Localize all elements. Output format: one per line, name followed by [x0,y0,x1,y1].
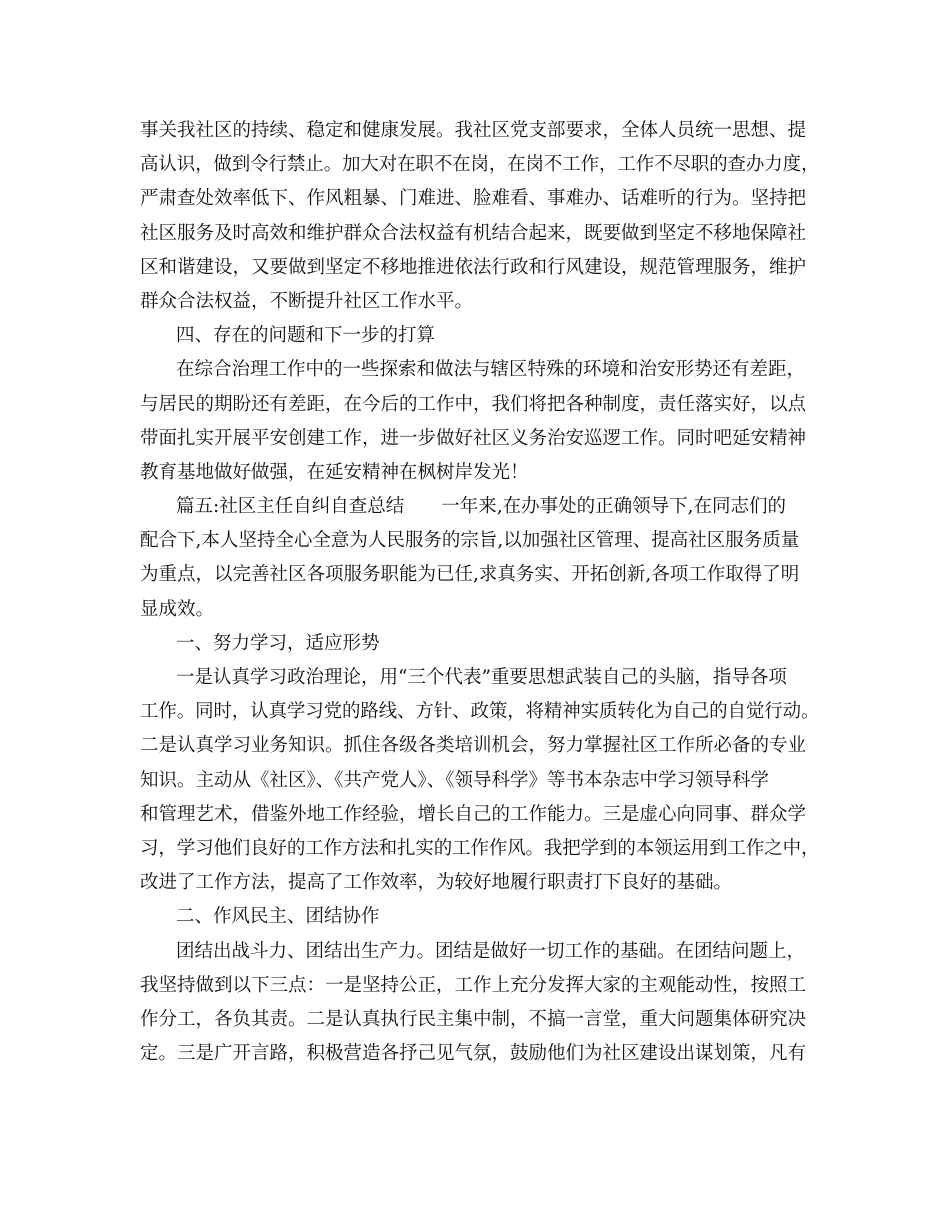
text-line: 社区服务及时高效和维护群众合法权益有机结合起来，既要做到坚定不移地保障社 [140,222,807,244]
text-line: 二是认真学习业务知识。抓住各级各类培训机会，努力掌握社区工作所必备的专业 [140,735,807,757]
text-line: 显成效。 [140,598,215,620]
text-line: 群众合法权益，不断提升社区工作水平。 [140,290,474,312]
text-line: 改进了工作方法，提高了工作效率，为较好地履行职责打下良好的基础。 [140,872,733,894]
text-line: 二、作风民主、团结协作 [176,906,380,928]
text-line: 配合下,本人坚持全心全意为人民服务的宗旨,以加强社区管理、提高社区服务质量 [140,530,800,552]
text-line: 一、努力学习，适应形势 [176,632,380,654]
text-line: 带面扎实开展平安创建工作，进一步做好社区义务治安巡逻工作。同时吧延安精神 [140,427,807,449]
text-line: 与居民的期盼还有差距，在今后的工作中，我们将把各种制度，责任落实好，以点 [140,393,807,415]
text-line: 事关我社区的持续、稳定和健康发展。我社区党支部要求，全体人员统一思想、提 [140,120,807,141]
text-line: 四、存在的问题和下一步的打算 [176,325,436,347]
text-line: 习，学习他们良好的工作方法和扎实的工作作风。我把学到的本领运用到工作之中， [140,837,820,859]
text-line: 工作。同时，认真学习党的路线、方针、政策，将精神实质转化为自己的自觉行动。 [140,701,820,723]
text-line: 区和谐建设，又要做到坚定不移地推进依法行政和行风建设，规范管理服务，维护 [140,256,807,278]
text-line: 严肃查处效率低下、作风粗暴、门难进、脸难看、事难办、话难听的行为。坚持把 [140,188,807,210]
text-line: 作分工，各负其责。二是认真执行民主集中制，不搞一言堂，重大问题集体研究决 [140,1008,807,1030]
text-line: 一是认真学习政治理论，用“三个代表”重要思想武装自己的头脑，指导各项 [176,667,787,688]
document-body [140,114,820,1071]
text-line: 教育基地做好做强，在延安精神在枫树岸发光！ [140,461,529,483]
text-line: 为重点，以完善社区各项服务职能为已任,求真务实、开拓创新,各项工作取得了明 [140,564,800,586]
text-line: 我坚持做到以下三点：一是坚持公正，工作上充分发挥大家的主观能动性，按照工 [140,974,807,996]
text-line: 高认识，做到令行禁止。加大对在职不在岗，在岗不工作，工作不尽职的查办力度， [140,154,820,176]
text-line: 篇五:社区主任自纠自查总结 一年来,在办事处的正确领导下,在同志们的 [176,496,786,518]
text-line: 在综合治理工作中的一些探索和做法与辖区特殊的环境和治安形势还有差距， [176,359,806,381]
text-line: 定。三是广开言路，积极营造各抒己见气氛，鼓励他们为社区建设出谋划策，凡有 [140,1043,807,1065]
text-line: 团结出战斗力、团结出生产力。团结是做好一切工作的基础。在团结问题上， [176,940,806,962]
text-line: 知识。主动从《社区》、《共产党人》、《领导科学》等书本杂志中学习领导科学 [140,769,770,791]
text-line: 和管理艺术，借鉴外地工作经验，增长自己的工作能力。三是虚心向同事、群众学 [140,803,807,825]
